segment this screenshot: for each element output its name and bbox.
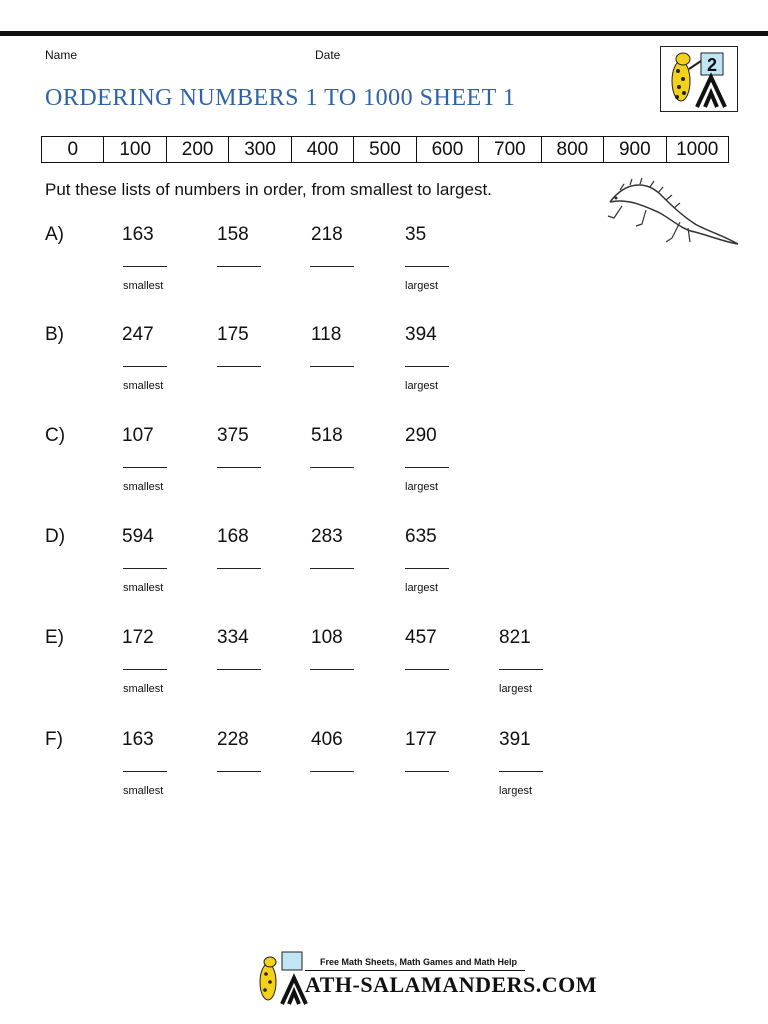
answer-blank[interactable] xyxy=(217,266,261,267)
number-line-cell: 100 xyxy=(104,137,166,162)
problem-number: 177 xyxy=(405,729,437,750)
problem-number: 35 xyxy=(405,224,427,245)
problem-number: 394 xyxy=(405,324,437,345)
problem-label: B) xyxy=(45,324,64,345)
smallest-caption: smallest xyxy=(123,582,164,594)
largest-caption: largest xyxy=(499,785,533,797)
answer-blank[interactable] xyxy=(217,568,261,569)
answer-blank[interactable] xyxy=(310,266,354,267)
problem-number: 247 xyxy=(122,324,154,345)
problem-number: 594 xyxy=(122,526,154,547)
problem-label: C) xyxy=(45,425,66,446)
smallest-caption: smallest xyxy=(123,280,164,292)
problem-number: 118 xyxy=(311,324,342,345)
answer-blank[interactable] xyxy=(123,366,167,367)
answer-blank[interactable] xyxy=(123,771,167,772)
number-line-cell: 200 xyxy=(167,137,229,162)
problem-number: 107 xyxy=(122,425,154,446)
problem-number: 334 xyxy=(217,627,249,648)
footer-tagline: Free Math Sheets, Math Games and Math Help xyxy=(320,957,518,967)
answer-blank[interactable] xyxy=(123,669,167,670)
problem-number: 518 xyxy=(311,425,343,446)
smallest-caption: smallest xyxy=(123,481,164,493)
top-rule xyxy=(0,31,768,36)
problem-number: 283 xyxy=(311,526,343,547)
answer-blank[interactable] xyxy=(405,669,449,670)
answer-blank[interactable] xyxy=(405,467,449,468)
problem-number: 821 xyxy=(499,627,531,648)
problem-e xyxy=(45,627,665,717)
number-line xyxy=(41,136,729,163)
answer-blank[interactable] xyxy=(405,568,449,569)
problem-number: 635 xyxy=(405,526,437,547)
number-line-cell: 600 xyxy=(417,137,479,162)
smallest-caption: smallest xyxy=(123,380,164,392)
answer-blank[interactable] xyxy=(217,366,261,367)
answer-blank[interactable] xyxy=(123,467,167,468)
problem-number: 175 xyxy=(217,324,249,345)
number-line-cell: 700 xyxy=(479,137,541,162)
largest-caption: largest xyxy=(405,280,439,292)
problem-number: 163 xyxy=(122,729,154,750)
answer-blank[interactable] xyxy=(405,366,449,367)
footer-rule xyxy=(305,970,525,971)
largest-caption: largest xyxy=(405,481,439,493)
answer-blank[interactable] xyxy=(405,771,449,772)
problem-number: 168 xyxy=(217,526,249,547)
problem-number: 108 xyxy=(311,627,343,648)
problem-number: 391 xyxy=(499,729,531,750)
answer-blank[interactable] xyxy=(310,467,354,468)
problem-a xyxy=(45,224,665,314)
answer-blank[interactable] xyxy=(217,771,261,772)
answer-blank[interactable] xyxy=(123,266,167,267)
problem-f xyxy=(45,729,665,819)
answer-blank[interactable] xyxy=(123,568,167,569)
page-title: ORDERING NUMBERS 1 TO 1000 SHEET 1 xyxy=(45,85,516,111)
smallest-caption: smallest xyxy=(123,683,164,695)
problem-number: 375 xyxy=(217,425,249,446)
answer-blank[interactable] xyxy=(217,669,261,670)
name-label: Name xyxy=(45,48,78,62)
answer-blank[interactable] xyxy=(405,266,449,267)
problem-number: 172 xyxy=(122,627,154,648)
instructions: Put these lists of numbers in order, from smallest to largest. xyxy=(45,180,492,199)
number-line-cell: 400 xyxy=(292,137,354,162)
problem-label: E) xyxy=(45,627,64,648)
salamander-logo xyxy=(660,46,738,112)
problem-number: 218 xyxy=(311,224,343,245)
problem-label: D) xyxy=(45,526,66,547)
answer-blank[interactable] xyxy=(310,771,354,772)
number-line-cell: 900 xyxy=(604,137,666,162)
problem-number: 457 xyxy=(405,627,437,648)
problem-label: F) xyxy=(45,729,63,750)
answer-blank[interactable] xyxy=(217,467,261,468)
problem-label: A) xyxy=(45,224,64,245)
problem-c xyxy=(45,425,665,515)
problem-number: 290 xyxy=(405,425,437,446)
largest-caption: largest xyxy=(405,582,439,594)
smallest-caption: smallest xyxy=(123,785,164,797)
problem-number: 158 xyxy=(217,224,249,245)
number-line-cell: 300 xyxy=(229,137,291,162)
largest-caption: largest xyxy=(405,380,439,392)
number-line-cell: 500 xyxy=(354,137,416,162)
answer-blank[interactable] xyxy=(310,568,354,569)
largest-caption: largest xyxy=(499,683,533,695)
problem-d xyxy=(45,526,665,616)
answer-blank[interactable] xyxy=(499,771,543,772)
number-line-cell: 800 xyxy=(542,137,604,162)
problem-number: 406 xyxy=(311,729,343,750)
answer-blank[interactable] xyxy=(310,366,354,367)
problem-number: 228 xyxy=(217,729,249,750)
answer-blank[interactable] xyxy=(499,669,543,670)
footer-brand[interactable]: ATH-SALAMANDERS.COM xyxy=(305,972,598,997)
problem-number: 163 xyxy=(122,224,154,245)
problem-b xyxy=(45,324,665,414)
logo-digit: 2 xyxy=(706,55,718,75)
date-label: Date xyxy=(315,48,341,62)
number-line-cell: 1000 xyxy=(676,138,719,160)
number-line-cell: 0 xyxy=(42,137,104,162)
answer-blank[interactable] xyxy=(310,669,354,670)
